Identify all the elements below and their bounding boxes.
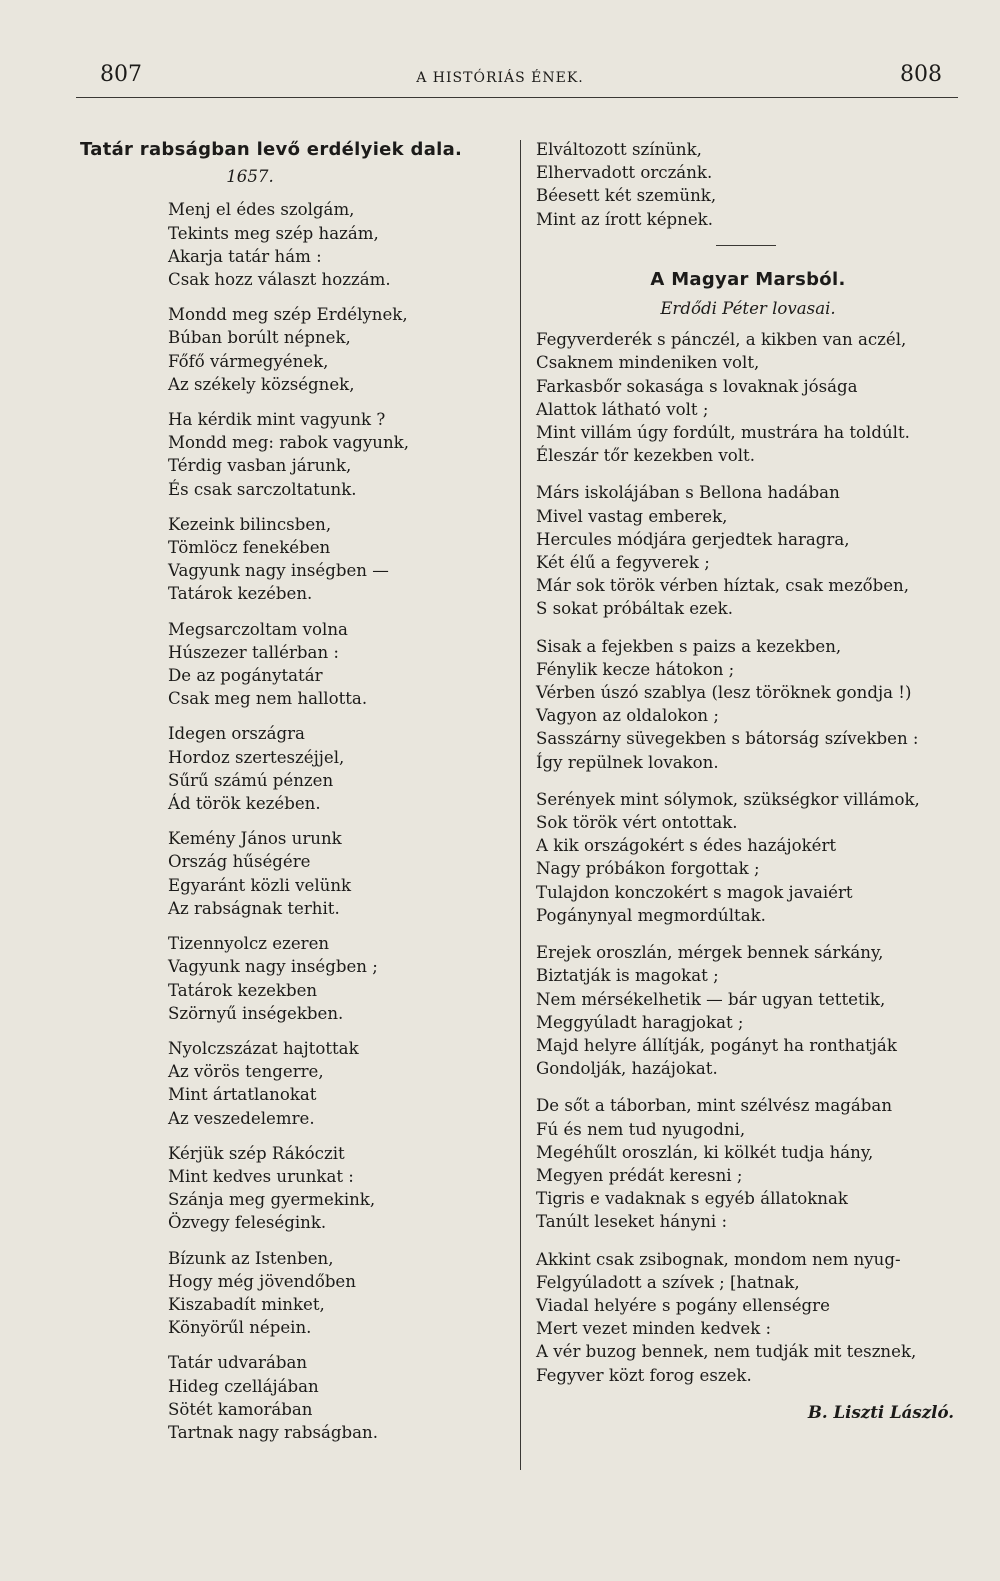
verse-line: Tatárok kezében. xyxy=(168,584,313,604)
verse-line: Tekints meg szép hazám, xyxy=(168,223,379,243)
stanza xyxy=(168,1037,510,1130)
verse-line: De sőt a táborban, mint szélvész magában xyxy=(536,1096,893,1116)
verse-line: Húszezer tallérban : xyxy=(168,642,340,662)
verse-line: Az székely községnek, xyxy=(168,374,355,394)
verse-line: Sasszárny süvegekben s bátorság szívekben : xyxy=(536,729,919,749)
verse-line: Két élű a fegyverek ; xyxy=(536,553,710,573)
verse-line: Márs iskolájában s Bellona hadában xyxy=(536,483,840,503)
verse-line: Búban borúlt népnek, xyxy=(168,328,351,348)
poem-title: Tatár rabságban levő erdélyiek dala. xyxy=(80,139,463,160)
verse-line: Mondd meg szép Erdélynek, xyxy=(168,305,408,325)
verse-line: Vagyunk nagy inségben ; xyxy=(168,957,378,977)
verse-line: Farkasbőr sokasága s lovaknak jósága xyxy=(536,376,858,396)
verse-line: Az rabságnak terhit. xyxy=(168,898,340,918)
verse-line: Kiszabadít minket, xyxy=(168,1294,325,1314)
verse-line: Biztatják is magokat ; xyxy=(536,966,719,986)
verse-line: Mint villám úgy fordúlt, mustrára ha toldúlt. xyxy=(536,423,910,443)
verse-line: Nem mérsékelhetik — bár ugyan tettetik, xyxy=(536,989,886,1009)
verse-line: Erejek oroszlán, mérgek bennek sárkány, xyxy=(536,943,884,963)
left-poem-stanzas xyxy=(80,198,510,1444)
verse-line: Csak meg nem hallotta. xyxy=(168,689,368,709)
stanza xyxy=(536,1094,960,1233)
verse-line: Vagyunk nagy inségben — xyxy=(168,561,389,581)
verse-line: Vérben úszó szablya (lesz töröknek gondja !) xyxy=(536,683,912,703)
verse-line: Tatárok kezekben xyxy=(168,980,318,1000)
verse-line: A kik országokért s édes hazájokért xyxy=(536,836,837,856)
section-separator xyxy=(716,245,776,246)
verse-line: Hogy még jövendőben xyxy=(168,1271,356,1291)
running-head xyxy=(0,62,1000,94)
verse-line: Ád török kezében. xyxy=(168,794,321,814)
verse-line: Sűrű számú pénzen xyxy=(168,770,334,790)
verse-line: Idegen országra xyxy=(168,724,305,744)
verse-line: Felgyúladott a szívek ; [hatnak, xyxy=(536,1272,800,1292)
verse-line: S sokat próbáltak ezek. xyxy=(536,599,734,619)
stanza xyxy=(536,788,960,927)
verse-line: Fénylik kecze hátokon ; xyxy=(536,659,735,679)
verse-line: Hordoz szerteszéjjel, xyxy=(168,747,345,767)
verse-line: Sisak a fejekben s paizs a kezekben, xyxy=(536,636,842,656)
page-number-left: 807 xyxy=(100,62,142,87)
stanza xyxy=(168,408,510,501)
verse-line: Meggyúladt haragjokat ; xyxy=(536,1012,744,1032)
verse-line: Özvegy feleségink. xyxy=(168,1213,327,1233)
poem2-subtitle: Erdődi Péter lovasai. xyxy=(660,299,836,319)
verse-line: Tulajdon konczokért s magok javaiért xyxy=(536,882,853,902)
column-divider xyxy=(520,140,521,1470)
stanza xyxy=(168,722,510,815)
verse-line: Nyolczszázat hajtottak xyxy=(168,1038,359,1058)
verse-line: És csak sarczoltatunk. xyxy=(168,479,357,499)
verse-line: Az vörös tengerre, xyxy=(168,1062,324,1082)
verse-line: Kemény János urunk xyxy=(168,829,342,849)
verse-line: Térdig vasban járunk, xyxy=(168,456,352,476)
verse-line: Majd helyre állítják, pogányt ha ronthatják xyxy=(536,1035,897,1055)
verse-line: A vér buzog bennek, nem tudják mit tesznek, xyxy=(536,1342,917,1362)
verse-line: Kezeink bilincsben, xyxy=(168,514,332,534)
stanza xyxy=(168,827,510,920)
stanza xyxy=(168,198,510,291)
verse-line: Akarja tatár hám : xyxy=(168,246,322,266)
verse-line: Bízunk az Istenben, xyxy=(168,1248,334,1268)
verse-line: De az pogánytatár xyxy=(168,666,323,686)
stanza xyxy=(168,303,510,396)
stanza xyxy=(168,1142,510,1235)
stanza xyxy=(536,1248,960,1387)
verse-line: Fegyverderék s pánczél, a kikben van aczél, xyxy=(536,330,907,350)
verse-line: Így repülnek lovakon. xyxy=(536,752,719,772)
verse-line: Sok török vért ontottak. xyxy=(536,813,738,833)
verse-line: Mondd meg: rabok vagyunk, xyxy=(168,433,409,453)
verse-line: Viadal helyére s pogány ellenségre xyxy=(536,1295,830,1315)
verse-line: Pogánynyal megmordúltak. xyxy=(536,905,766,925)
stanza xyxy=(168,618,510,711)
stanza xyxy=(168,932,510,1025)
verse-line: Tizennyolcz ezeren xyxy=(168,934,330,954)
verse-line: Főfő vármegyének, xyxy=(168,351,329,371)
verse-line: Tigris e vadaknak s egyéb állatoknak xyxy=(536,1189,848,1209)
continuation-stanza xyxy=(536,138,960,231)
right-column xyxy=(536,138,960,1424)
verse-line: Mert vezet minden kedvek : xyxy=(536,1319,772,1339)
verse-line: Vagyon az oldalokon ; xyxy=(536,706,719,726)
verse-line: Tömlöcz fenekében xyxy=(168,538,331,558)
verse-line: Ország hűségére xyxy=(168,852,311,872)
verse-line: Sötét kamorában xyxy=(168,1399,313,1419)
verse-line: Az veszedelemre. xyxy=(168,1108,315,1128)
verse-line: Tartnak nagy rabságban. xyxy=(168,1422,378,1442)
left-column xyxy=(80,138,510,1456)
verse-line: Csak hozz választ hozzám. xyxy=(168,270,391,290)
verse-line: Nagy próbákon forgottak ; xyxy=(536,859,760,879)
verse-line: Már sok török vérben híztak, csak mezőben, xyxy=(536,576,909,596)
page-number-right: 808 xyxy=(900,62,942,87)
verse-line: Egyaránt közli velünk xyxy=(168,875,352,895)
verse-line: Könyörűl népein. xyxy=(168,1318,312,1338)
verse-line: Hideg czellájában xyxy=(168,1376,319,1396)
verse-line: Mint az írott képnek. xyxy=(536,209,714,229)
verse-line: Szörnyű inségekben. xyxy=(168,1003,344,1023)
verse-line: Szánja meg gyermekink, xyxy=(168,1190,376,1210)
stanza xyxy=(536,635,960,774)
verse-line: Elhervadott orczánk. xyxy=(536,163,713,183)
verse-line: Kérjük szép Rákóczit xyxy=(168,1143,345,1163)
verse-line: Akkint csak zsibognak, mondom nem nyug- xyxy=(536,1249,901,1269)
verse-line: Megsarczoltam volna xyxy=(168,619,348,639)
running-title: A HISTÓRIÁS ÉNEK. xyxy=(416,70,584,86)
verse-line: Fegyver közt forog eszek. xyxy=(536,1365,752,1385)
stanza xyxy=(536,941,960,1080)
stanza xyxy=(536,481,960,620)
author-signature: B. Liszti László. xyxy=(807,1401,954,1422)
verse-line: Megyen prédát keresni ; xyxy=(536,1165,743,1185)
verse-line: Serények mint sólymok, szükségkor villámok, xyxy=(536,789,920,809)
verse-line: Tatár udvarában xyxy=(168,1353,308,1373)
verse-line: Megéhűlt oroszlán, ki kölkét tudja hány, xyxy=(536,1142,874,1162)
verse-line: Béesett két szemünk, xyxy=(536,186,717,206)
right-poem-stanzas xyxy=(536,328,960,1387)
stanza xyxy=(168,1351,510,1444)
verse-line: Mint ártatlanokat xyxy=(168,1085,317,1105)
verse-line: Menj el édes szolgám, xyxy=(168,200,355,220)
stanza xyxy=(168,1247,510,1340)
verse-line: Mint kedves urunkat : xyxy=(168,1166,354,1186)
poem2-title: A Magyar Marsból. xyxy=(650,268,846,290)
verse-line: Fú és nem tud nyugodni, xyxy=(536,1119,746,1139)
verse-line: Ha kérdik mint vagyunk ? xyxy=(168,410,386,430)
verse-line: Gondolják, hazájokat. xyxy=(536,1059,718,1079)
stanza xyxy=(536,328,960,467)
verse-line: Hercules módjára gerjedtek haragra, xyxy=(536,529,850,549)
verse-line: Tanúlt leseket hányni : xyxy=(536,1212,728,1232)
verse-line: Alattok látható volt ; xyxy=(536,399,709,419)
poem-date: 1657. xyxy=(226,167,274,187)
header-rule xyxy=(76,97,958,98)
verse-line: Elváltozott színünk, xyxy=(536,140,702,159)
stanza xyxy=(168,513,510,606)
verse-line: Csaknem mindeniken volt, xyxy=(536,353,760,373)
verse-line: Mivel vastag emberek, xyxy=(536,506,728,526)
verse-line: Éleszár tőr kezekben volt. xyxy=(536,446,755,466)
